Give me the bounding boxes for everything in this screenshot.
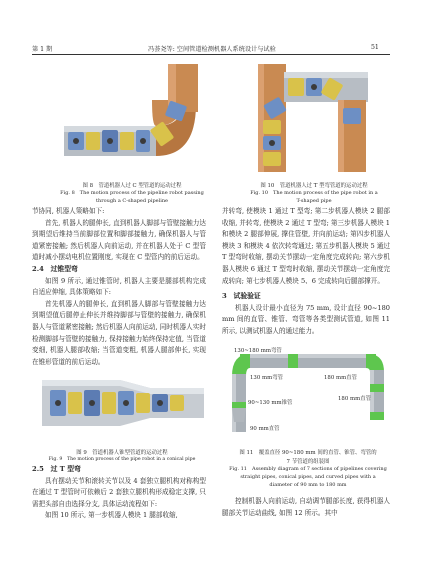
left-paragraph-1: 节协同, 机器人策略如下:: [32, 207, 105, 215]
figure-11-caption-cn-2: 7 节管道的组装图: [286, 459, 330, 465]
figure-11-caption-cn-1: 图 11 覆盖直径 90~180 mm 间的直管、锥管、弯管的: [239, 450, 377, 456]
right-paragraph-2: 机器人设计最小直径为 75 mm, 设计直径 90~180 mm 间的直管、锥管、弯管等各类型测试管道, 如图 11 所示, 以测试机器人的通过能力。: [222, 303, 390, 335]
fig11-label-2: 130 mm弯管: [250, 375, 284, 381]
right-paragraph-3: 控制机器人向前运动, 自动调节腿部长度, 获得机器人腿部关节运动曲线, 如图 12 所示。其中: [222, 497, 390, 517]
left-paragraph-3: 如图 9 所示, 通过锥管时, 机器人主要是腿部机构完成自适应伸缩, 具体策略如下:: [32, 276, 206, 297]
left-column-block-2: [32, 464, 206, 522]
right-paragraph-1: 并转弯, 使模块 1 通过 T 型弯; 第二步机器人模块 2 腿部收缩, 并转弯, 使模块 2 通过 T 型弯; 第三步机器人模块 1 和模块 2 腿部伸展, 撑住管壁, 并向前运动; 第四步机器人模块 3 和模块 4 依次转弯通过; 第五步机器人模块 5 通过 T 型弯时收缩, 摆动关节摆动一定角度完成转向; 第六步机器人模块 6 通过 T 型弯时收缩, 摆动关节摆动一定角度完成转向; 第七步机器人模块 5、6 完成转向后腿部撑开。: [222, 207, 390, 285]
header-rule: [32, 54, 390, 55]
figure-11-caption-en-2: straight pipes, conical pipes, and curved pipes with a: [240, 474, 376, 480]
figure-11-image: [228, 346, 388, 434]
fig11-label-1: 130~180 mm弯管: [234, 348, 282, 354]
fig11-label-4: 180 mm直管: [338, 396, 372, 402]
left-column-block-1: [32, 206, 206, 368]
figure-8-caption-cn: 图 8 管道机器人过 C 型管道的运动过程: [82, 183, 182, 189]
left-paragraph-2: 首先, 机器人的腿伸长, 直到机器人脚部与管壁接触力达到期望后维持当前脚部位置和脚部接触力, 确保机器人与管道紧密接触; 然后机器人向前运动, 并在机器人处于 C 型管道时减小摆动电机位置刚度, 实现在 C 型管内的前后运动。: [32, 218, 206, 262]
figure-10-caption-cn: 图 10 管道机器人过 T 型弯管道的运动过程: [260, 183, 368, 189]
figure-10-caption-en-1: Fig. 10 The motion process of the pipe robot in a: [250, 190, 378, 196]
figure-11-caption-en-1: Fig. 11 Assembly diagram of 7 sections of pipelines covering: [229, 466, 387, 472]
section-heading-2-4: 2.4 过锥型弯: [32, 264, 78, 273]
left-paragraph-6: 如图 10 所示, 第一步机器人模块 1 腿部收缩,: [45, 511, 178, 520]
figure-9-caption-cn: 图 9 管道机器人锥型管道的运动过程: [76, 450, 168, 456]
left-paragraph-4: 首先机器人的腿伸长, 直到机器人脚部与管壁接触力达到期望值后腿停止伸长并维持脚部与管壁的接触力, 确保机器人与管道紧密接触; 然后机器人向前运动, 同时机器人实时检测脚部与管壁的接触力, 保持接触力始终保持定值, 当管道变细, 机器人腿部收缩; 当管道变粗, 机器人腿部伸长, 实现在锥形管道的前后运动。: [32, 299, 206, 366]
section-heading-2-5: 2.5 过 T 型弯: [32, 465, 81, 473]
figure-8-caption-en-2: through a C-shaped pipeline: [96, 198, 168, 204]
right-column-block-2: [222, 496, 390, 519]
header-page-number: 51: [371, 44, 379, 51]
figure-11-caption-en-3: diameter of 90 mm to 180 mm: [269, 482, 347, 488]
figure-8-caption-en-1: Fig. 8 The motion process of the pipeline robot passing: [60, 190, 204, 196]
left-paragraph-5: 具有摆动关节和滚转关节以及 4 套独立腿机构对称构型在通过 T 型管时可依赖后 2 套独立腿机构形成稳定支撑, 只需把头部自由选择分支, 具体运动流程如下:: [32, 476, 206, 508]
fig11-label-3: 180 mm直管: [324, 375, 358, 381]
right-column-block-1: [222, 206, 390, 338]
figure-9-image: [40, 374, 206, 430]
fig11-label-5: 90~130 mm锥管: [248, 400, 293, 406]
header-running-title: 冯荟尧等: 空间管道检测机器人系统设计与试验: [148, 46, 276, 53]
header-issue: 第 1 期: [32, 46, 53, 53]
fig11-label-6: 90 mm直管: [250, 426, 280, 432]
figure-9-caption-en: Fig. 9 The motion process of the pipe robot in a conical pipe: [48, 457, 196, 462]
figure-10-image: [258, 64, 368, 172]
figure-10-caption-en-2: T-shaped pipe: [296, 198, 332, 204]
figure-8-image: [64, 64, 200, 176]
section-heading-3: 3 试验验证: [222, 292, 261, 301]
